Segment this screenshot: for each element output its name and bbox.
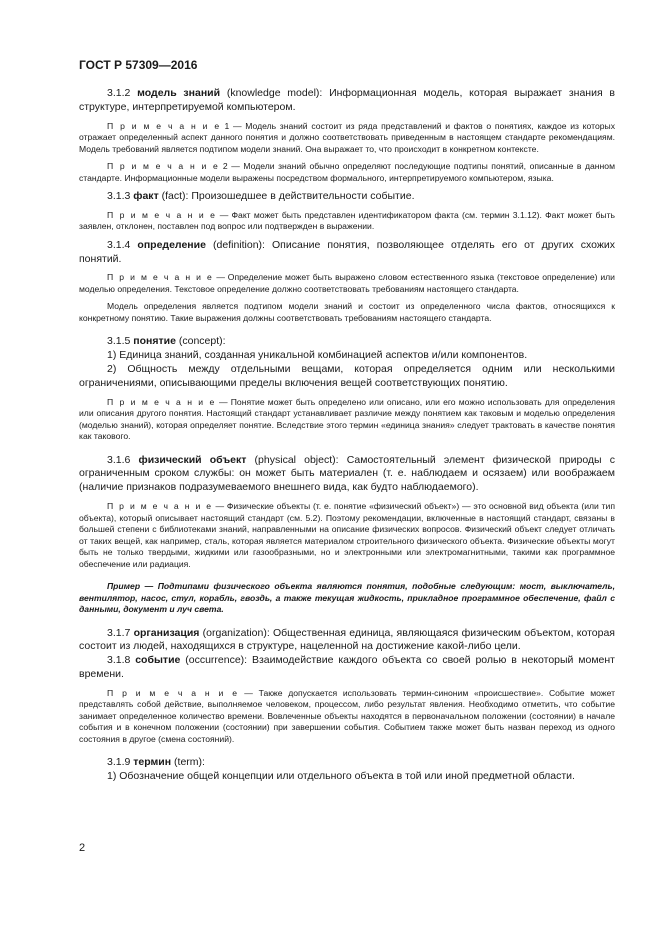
term-3-1-7 xyxy=(79,627,615,655)
term-definition: (knowledge model): Информационная модель, которая выражает знания в структуре, интерпретируемой компьютером. xyxy=(79,87,615,113)
term-name: определение xyxy=(137,238,206,251)
note-3-1-3 xyxy=(79,210,615,233)
note-label: П р и м е ч а н и е xyxy=(107,687,239,698)
note-3-1-4 xyxy=(79,272,615,295)
term-number: 3.1.5 xyxy=(107,335,131,348)
note-label: П р и м е ч а н и е xyxy=(107,396,216,407)
note-text: 2 — Модели знаний обычно определяют последующие подтипы понятий, описанные в данном стандарте. Информационные модели выражены посредством формального, интерпретируемого компьютером, языка. xyxy=(79,161,615,183)
term-number: 3.1.6 xyxy=(107,453,131,466)
note-text: — Понятие может быть определено или описано, или его можно использовать для определения или описания другого понятия. Настоящий стандарт устанавливает различие между понятием как таковым и моделью определения (моделью знаний), которая определяет понятие. Вследствие этого термин «единица знания» следует трактовать в качестве понятия как такового. xyxy=(79,396,615,442)
note-text: — Физические объекты (т. е. понятие «физический объект») — это основной вид объекта (или тип объекта), который описывает настоящий стандарт (см. 5.2). Поэтому рекомендации, включенные в настоящий стандарт, связаны в большей степени с библиотеками знаний, направленными на описание физических вопросов. Физический объект следует отличать от таких вещей, как например, сталь, которая является материалом строительного физического объекта. Физические объекты могут быть не только твердыми, жидкими или газообразными, но и электронными или электромагнитными, такими как программное обеспечение или радиация. xyxy=(79,501,615,569)
note-3-1-4-continued: Модель определения является подтипом модели знаний и состоит из определенного числа фактов, относящихся к конкретному понятию. Такие выражения должны соответствовать требованиям настоящего стандарта. xyxy=(79,301,615,323)
term-number: 3.1.4 xyxy=(107,238,131,251)
term-number: 3.1.2 xyxy=(107,87,131,99)
document-body xyxy=(79,87,615,784)
term-definition: (fact): Произошедшее в действительности событие. xyxy=(158,190,415,203)
term-3-1-5 xyxy=(79,335,615,349)
term-definition: (occurrence): Взаимодействие каждого объекта со своей ролью в некоторый момент времени. xyxy=(79,654,615,680)
note-3-1-2-2 xyxy=(79,161,615,184)
note-label: П р и м е ч а н и е xyxy=(107,161,220,172)
page-header-standard: ГОСТ Р 57309—2016 xyxy=(79,58,198,72)
note-label: П р и м е ч а н и е xyxy=(107,272,214,283)
note-text: — Определение может быть выражено словом естественного языка (текстовое определение) или моделью определения. Текстовое определение должно соответствовать требованиям настоящего стандарта. xyxy=(79,272,615,294)
term-definition: (concept): xyxy=(175,335,226,348)
term-number: 3.1.7 xyxy=(107,626,131,639)
term-number: 3.1.3 xyxy=(107,190,131,203)
term-3-1-9-item-1: 1) Обозначение общей концепции или отдельного объекта в той или иной предметной области. xyxy=(107,770,575,783)
term-definition: (definition): Описание понятия, позволяющее отделять его от других схожих понятий. xyxy=(79,238,615,265)
term-3-1-6 xyxy=(79,454,615,495)
note-3-1-8 xyxy=(79,688,615,746)
term-3-1-8 xyxy=(79,654,615,682)
note-3-1-2-1 xyxy=(79,121,615,156)
term-definition: (term): xyxy=(171,756,205,769)
term-3-1-3 xyxy=(79,190,615,204)
term-name: физический объект xyxy=(138,453,247,466)
term-3-1-5-item-2: 2) Общность между отдельными вещами, которая определяется одним или несколькими ограничениями, описывающими пределы включения вещей соответствующих понятию. xyxy=(79,363,615,389)
term-3-1-9 xyxy=(79,756,615,770)
note-label: П р и м е ч а н и е xyxy=(107,209,217,220)
note-text: 1 — Модель знаний состоит из ряда представлений и фактов о понятиях, каждое из которых отражает определенный аспект данного понятия и должно соответствовать приведенным в настоящем стандарте рекомендациям. Модель требований является подтипом модели знаний. Она выражает то, что происходит в конкретном контексте. xyxy=(79,120,615,154)
note-label: П р и м е ч а н и е xyxy=(107,120,221,131)
page-number: 2 xyxy=(79,842,86,854)
note-3-1-6 xyxy=(79,501,615,570)
term-3-1-2 xyxy=(79,87,615,115)
example-3-1-6: Пример — Подтипами физического объекта являются понятия, подобные следующим: мост, выключатель, вентилятор, насос, стул, корабль, гвоздь, а также текущая жидкость, прикладное программное обеспечение, файл с данными, документ и луч света. xyxy=(79,581,615,615)
term-number: 3.1.9 xyxy=(107,756,131,769)
term-3-1-5-item-1: 1) Единица знаний, созданная уникальной комбинацией аспектов и/или компонентов. xyxy=(107,349,528,362)
note-text: — Также допускается использовать термин-синоним «происшествие». Событие может представлять собой действие, выполняемое человеком, процессом, либо результат явления. Необходимо отметить, что событие занимает определенное количество времени. Вовлеченные объекты находятся в первоначальном положении (состоянии) в начале события и в конечном положении (состоянии) при завершении события. Событием также может быть назван переход из одного состояния в другое (смена состояний). xyxy=(79,687,616,744)
term-name: событие xyxy=(135,654,181,667)
term-number: 3.1.8 xyxy=(107,654,131,667)
term-name: организация xyxy=(133,626,200,639)
term-name: факт xyxy=(133,190,159,203)
note-text: — Факт может быть представлен идентификатором факта (см. термин 3.1.12). Факт может быть заявлен, отклонен, поставлен под вопрос или подтвержден в выражении. xyxy=(79,209,615,232)
term-name: модель знаний xyxy=(137,87,221,99)
note-3-1-5 xyxy=(79,397,615,443)
note-label: П р и м е ч а н и е xyxy=(107,501,213,512)
term-definition: (organization): Общественная единица, являющаяся физическим объектом, которая состоит из людей, находящихся в структуре, нацеленной на достижение какой-либо цели. xyxy=(79,626,615,653)
term-definition: (physical object): Самостоятельный элемент физической природы с ограниченным сроком службы: он может быть материален (т. е. наблюдаем и осязаем) или воображаем (наличие признаков подразумеваемого внешнего вида, как будто наблюдаемого). xyxy=(79,453,615,494)
term-name: термин xyxy=(133,756,172,769)
term-name: понятие xyxy=(133,335,176,348)
term-3-1-4 xyxy=(79,239,615,267)
